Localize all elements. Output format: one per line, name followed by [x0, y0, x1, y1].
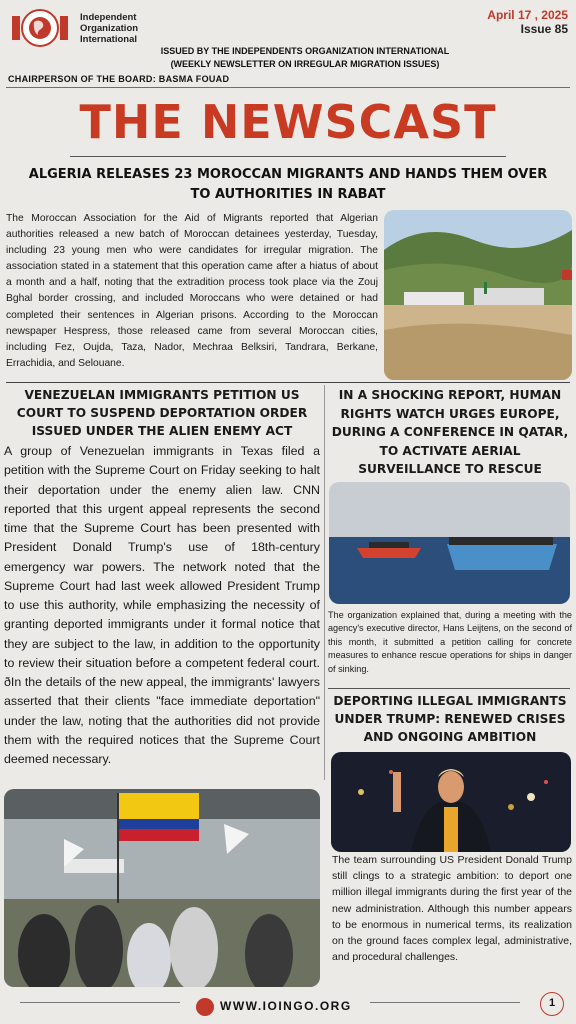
- chairperson-line: CHAIRPERSON OF THE BOARD: BASMA FOUAD: [8, 74, 230, 84]
- masthead-divider: [70, 156, 506, 157]
- website-link[interactable]: WWW.IOINGO.ORG: [220, 999, 352, 1013]
- article-body: The organization explained that, during a meeting with the agency's executive director, Hans Leijtens, on the second of this month, it submitted a petition calling for concrete measures to enhance rescue operations for ships in danger of sinking.: [328, 610, 572, 674]
- org-name-line: Organization: [80, 23, 139, 34]
- article-body: The Moroccan Association for the Aid of Migrants reported that Algerian authorities released a new batch of Moroccan detainees yesterday, Tuesday, including 23 young men who were candidates for irregular migration. The association stated in a statement that this operation came after a hiatus of about a month and a half, noting that the extradition process took place via the Zouj Bghal border crossing, and included Moroccans who were detained or had completed their sentences in Algerian prisons. According to the Moroccan newspaper Hespress, those released came from several Moroccan cities, including Fez, Oujda, Taza, Nador, Mechraa Belksiri, Tandrara, Berkane, Errachidia, and Selouane.: [6, 213, 378, 369]
- sea-rescue-photo: [329, 482, 570, 604]
- issue-date: April 17 , 2025: [487, 8, 568, 22]
- section-divider: [328, 688, 570, 689]
- publisher-statement: [145, 45, 465, 71]
- footer-rule-left: [20, 1002, 180, 1003]
- organization-name: [80, 12, 138, 45]
- org-name-line: International: [80, 34, 138, 45]
- article-headline: VENEZUELAN IMMIGRANTS PETITION US COURT TO SUSPEND DEPORTATION ORDER ISSUED UNDER THE ALIEN ENEMY ACT: [16, 388, 308, 438]
- article-headline: ALGERIA RELEASES 23 MOROCCAN MIGRANTS AND HANDS THEM OVER TO AUTHORITIES IN RABAT: [28, 167, 548, 202]
- trump-speech-photo: [331, 752, 571, 852]
- border-landscape-photo: [384, 210, 572, 380]
- article-body: The team surrounding US President Donald Trump still clings to a strategic ambition: to deport one million illegal immigrants during the first year of the new administration. Although this number appears to be enormous in numerical terms, its realization on the ground faces complex legal, administrative, and procedural challenges.: [332, 854, 572, 964]
- column-divider: [324, 385, 325, 780]
- org-name-line: Independent: [80, 12, 137, 23]
- footer-rule-right: [370, 1002, 520, 1003]
- page-number: 1: [540, 992, 564, 1016]
- header-divider: [6, 87, 570, 88]
- masthead-title: THE NEWSCAST: [79, 95, 497, 149]
- publisher-line: ISSUED BY THE INDEPENDENTS ORGANIZATION INTERNATIONAL: [160, 46, 450, 56]
- publisher-subline: (WEEKLY NEWSLETTER ON IRREGULAR MIGRATION ISSUES): [170, 59, 440, 69]
- article-headline: IN A SHOCKING REPORT, HUMAN RIGHTS WATCH URGES EUROPE, DURING A CONFERENCE IN QATAR, TO ACTIVATE AERIAL SURVEILLANCE TO RESCUE: [331, 388, 569, 476]
- section-divider: [6, 382, 570, 383]
- article-body: A group of Venezuelan immigrants in Texas filed a petition with the Supreme Court on Friday seeking to halt their deportation under the enemy alien law. CNN reported that this urgent appeal represents the second time that the Supreme Court has been presented with President Donald Trump's use of 18th-century emergency war powers. The network noted that the Supreme Court had last week allowed President Trump to use this authority, while emphasizing the necessity of granting deported immigrants under it formal notice that they are subject to the law, in addition to the opportunity to review their situation before a competent federal court. ðIn the details of the new appeal, the immigrants' lawyers asserted that their clients "face immediate deportation" under the law, noting that the authorities did not provide them with the required notices that the Supreme Court deemed necessary.: [4, 444, 320, 766]
- organization-logo: [6, 8, 74, 48]
- issue-number: Issue 85: [520, 22, 568, 36]
- article-headline: DEPORTING ILLEGAL IMMIGRANTS UNDER TRUMP: RENEWED CRISES AND ONGOING AMBITION: [333, 694, 567, 744]
- protest-flags-photo: [4, 789, 320, 987]
- globe-icon: [196, 998, 214, 1016]
